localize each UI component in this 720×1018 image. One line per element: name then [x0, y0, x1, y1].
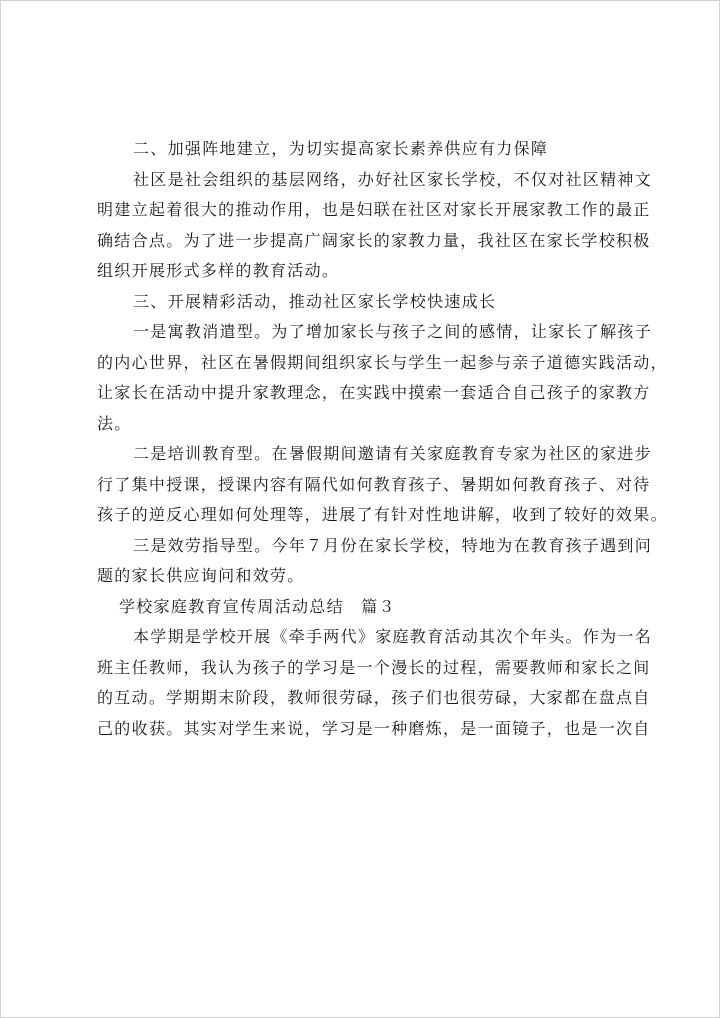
article-subtitle-text: 学校家庭教育宣传周活动总结 篇３ — [119, 596, 396, 616]
paragraph-semester-summary — [97, 622, 653, 744]
paragraph-service-type — [97, 531, 653, 592]
paragraph-line: 确结合点。为了进一步提高广阔家长的家教力量，我社区在家长学校积极 — [97, 230, 651, 250]
paragraph-line: 本学期是学校开展《牵手两代》家庭教育活动其次个年头。作为一名 — [133, 627, 653, 646]
paragraph-training-type — [97, 439, 668, 531]
article-subtitle — [97, 592, 637, 623]
section-heading-text: 三、开展精彩活动，推动社区家长学校快速成长 — [133, 291, 497, 311]
paragraph-line: 的互动。学期期末阶段，教师很劳碌，孩子们也很劳碌，大家都在盘点自 — [97, 688, 651, 707]
paragraph-line: 一是寓教消遣型。为了增加家长与孩子之间的感情，让家长了解孩子 — [133, 322, 653, 341]
paragraph-line: 三是效劳指导型。今年７月份在家长学校，特地为在教育孩子遇到问 — [133, 535, 653, 555]
paragraph-line: 孩子的逆反心理如何处理等，进展了有针对性地讲解，收到了较好的效果。 — [97, 505, 668, 524]
paragraph-line: 二是培训教育型。在暑假期间邀请有关家庭教育专家为社区的家进步 — [133, 444, 653, 463]
paragraph-line: 社区是社会组织的基层网络，办好社区家长学校，不仅对社区精神文 — [133, 169, 653, 189]
document-body — [97, 134, 668, 744]
paragraph-line: 明建立起着很大的推动作用，也是妇联在社区对家长开展家教工作的最正 — [97, 200, 651, 219]
paragraph-entertainment-type — [97, 317, 668, 439]
paragraph-line: 组织开展形式多样的教育活动。 — [97, 261, 340, 280]
paragraph-line: 题的家长供应询问和效劳。 — [97, 566, 305, 585]
paragraph-line: 己的收获。其实对学生来说，学习是一种磨炼，是一面镜子，也是一次自 — [97, 718, 651, 738]
paragraph-line: 班主任教师，我认为孩子的学习是一个漫长的过程，需要教师和家长之间 — [97, 657, 651, 677]
section-heading-2 — [97, 134, 637, 165]
paragraph-line: 的内心世界，社区在暑假期间组织家长与学生一起参与亲子道德实践活动， — [97, 352, 668, 372]
paragraph-line: 让家长在活动中提升家教理念，在实践中摸索一套适合自己孩子的家教方 — [97, 383, 651, 402]
paragraph-line: 行了集中授课，授课内容有隔代如何教育孩子、暑期如何教育孩子、对待 — [97, 474, 651, 494]
paragraph-line: 法。 — [97, 413, 132, 433]
paragraph-community-school — [97, 165, 653, 287]
section-heading-3 — [97, 287, 637, 318]
section-heading-text: 二、加强阵地建立，为切实提高家长素养供应有力保障 — [133, 139, 549, 158]
